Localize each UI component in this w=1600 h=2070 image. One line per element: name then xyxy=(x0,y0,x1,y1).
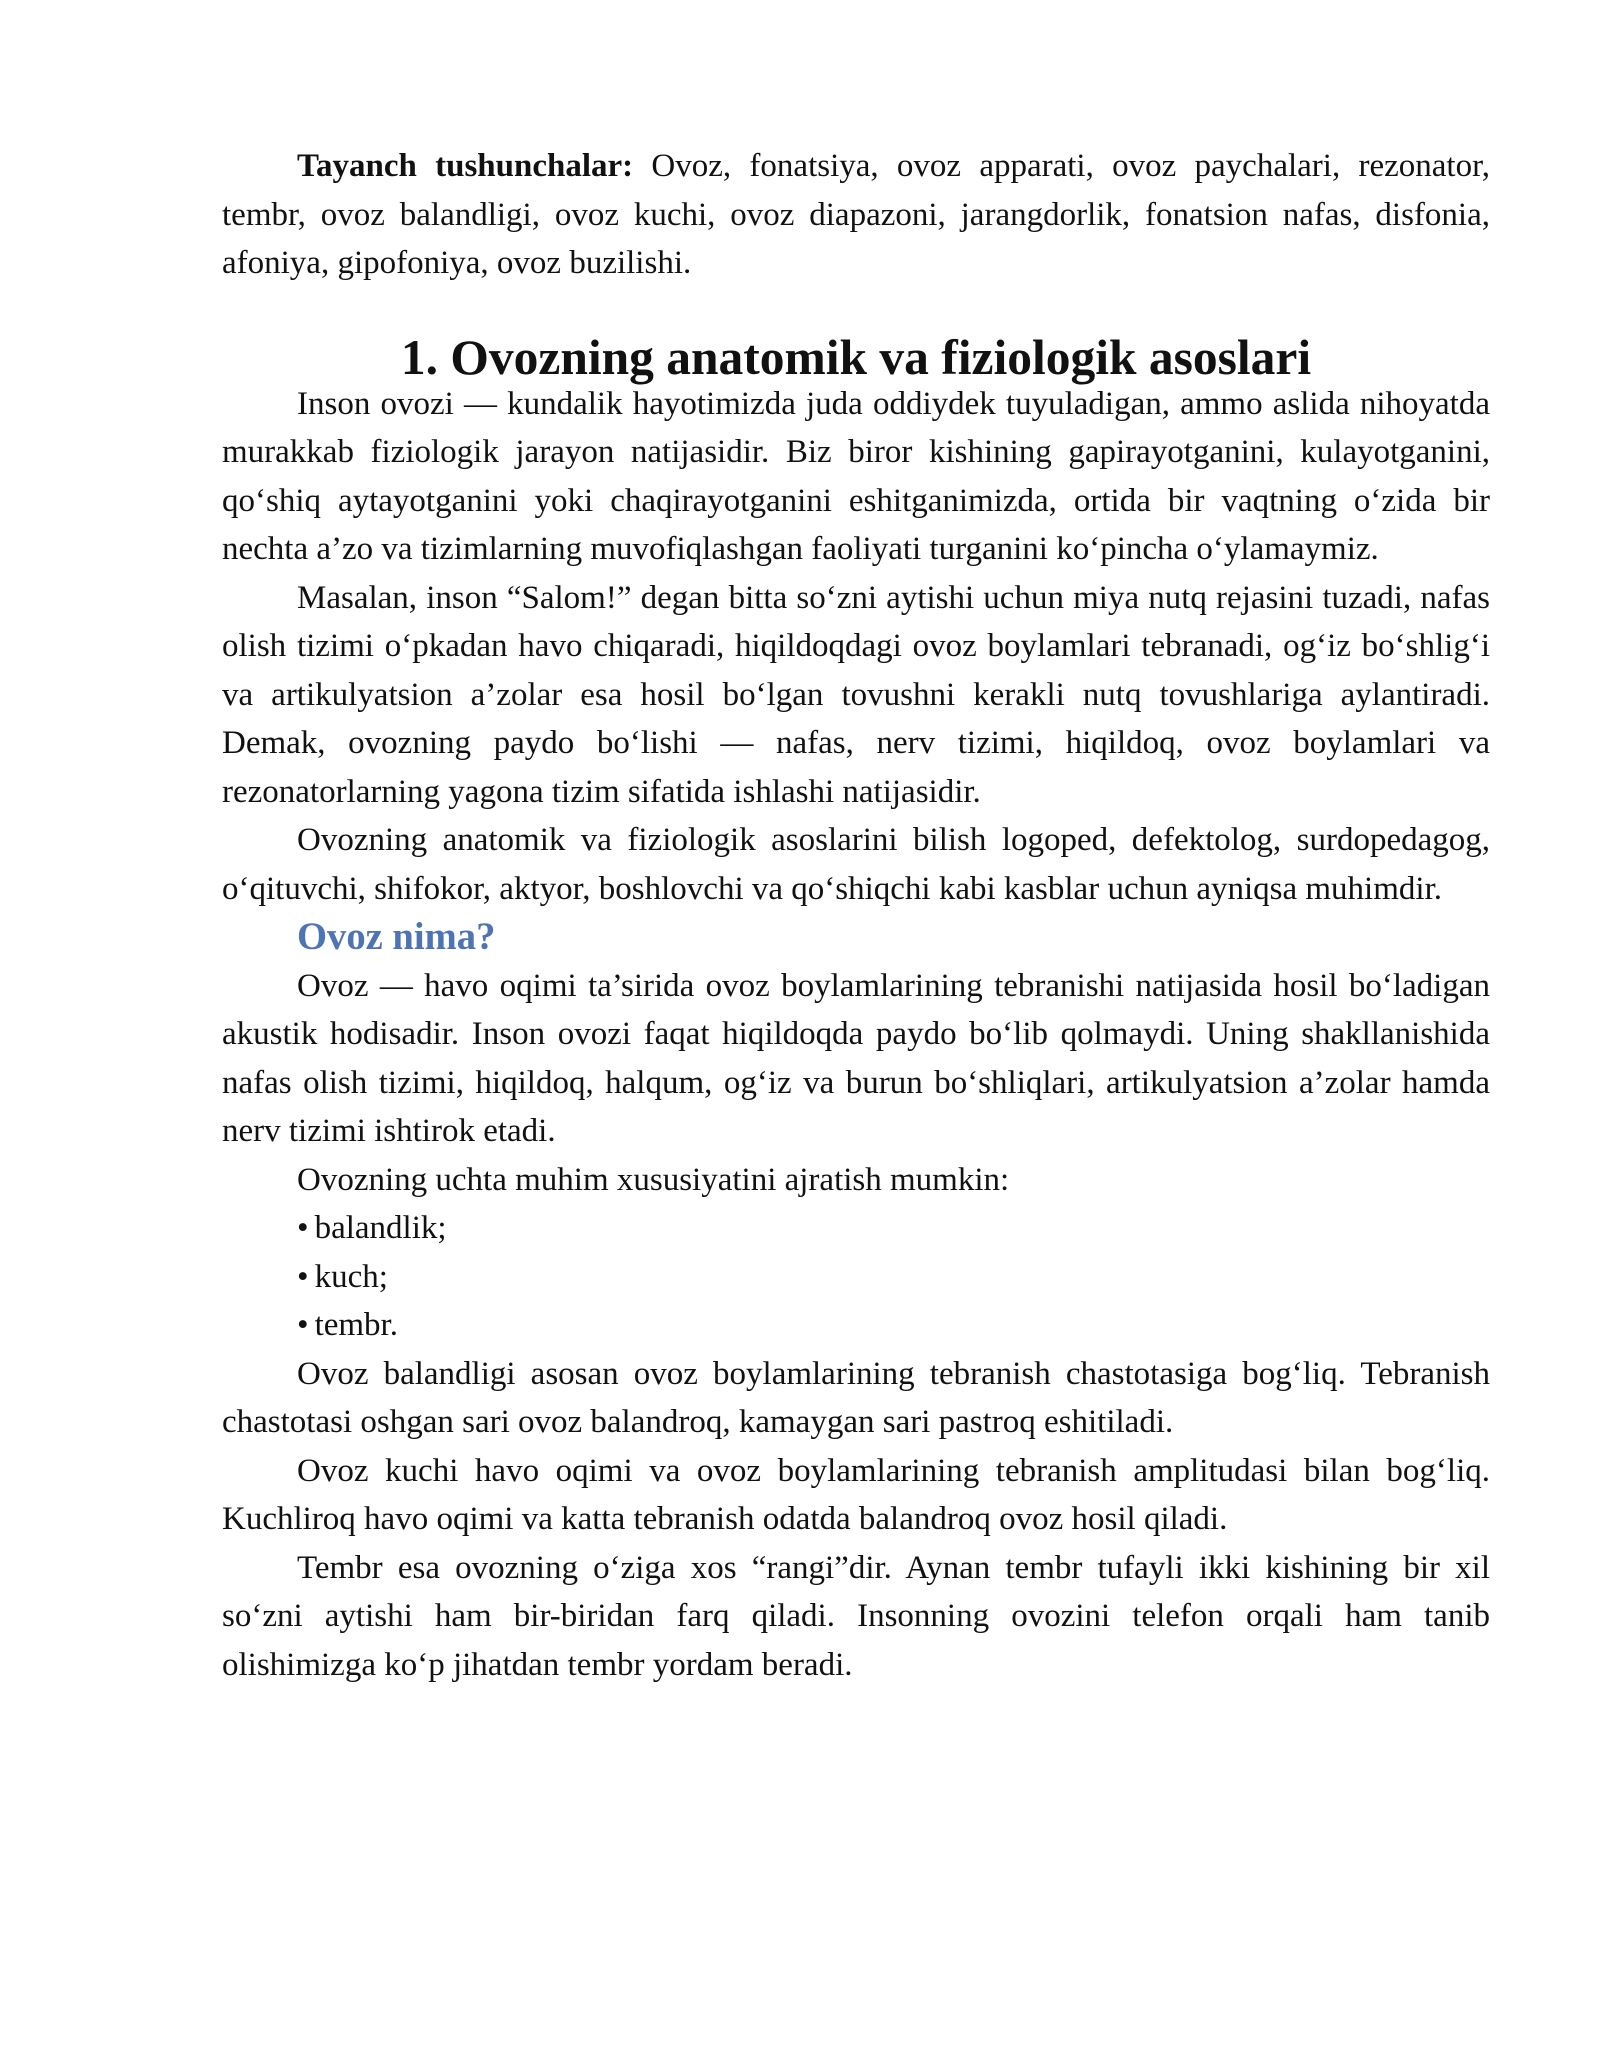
body-paragraph: Ovoz — havo oqimi ta’sirida ovoz boylamlarining tebranishi natijasida hosil boʻladigan akustik hodisadir. Inson ovozi faqat hiqildoqda paydo boʻlib qolmaydi. Uning shakllanishida nafas olish tizimi, hiqildoq, halqum, ogʻiz va burun boʻshliqlari, artikulyatsion a’zolar hamda nerv tizimi ishtirok etadi. xyxy=(222,967,1490,1149)
body-paragraph: Ovoz balandligi asosan ovoz boylamlarining tebranish chastotasiga bogʻliq. Tebranish chastotasi oshgan sari ovoz balandroq, kamaygan sari pastroq eshitiladi. xyxy=(222,1355,1490,1440)
document-page xyxy=(222,142,1490,1689)
list-intro: Ovozning uchta muhim xususiyatini ajratish mumkin: xyxy=(297,1161,1010,1198)
key-concepts-paragraph xyxy=(222,142,1490,288)
list-item-text: balandlik; xyxy=(314,1210,447,1246)
bullet-icon: • xyxy=(297,1210,309,1246)
list-item-text: tembr. xyxy=(314,1307,398,1343)
list-item xyxy=(222,1204,1490,1253)
list-item xyxy=(222,1253,1490,1302)
body-paragraph: Ovoz kuchi havo oqimi va ovoz boylamlarining tebranish amplitudasi bilan bogʻliq. Kuchliroq havo oqimi va katta tebranish odatda balandroq ovoz hosil qiladi. xyxy=(222,1452,1490,1537)
body-paragraph: Masalan, inson “Salom!” degan bitta soʻzni aytishi uchun miya nutq rejasini tuzadi, nafas olish tizimi oʻpkadan havo chiqaradi, hiqildoqdagi ovoz boylamlari tebranadi, ogʻiz boʻshligʻi va artikulyatsion a’zolar esa hosil boʻlgan tovushni kerakli nutq tovushlariga aylantiradi. Demak, ovozning paydo boʻlishi — nafas, nerv tizimi, hiqildoq, ovoz boylamlari va rezonatorlarning yagona tizim sifatida ishlashi natijasidir. xyxy=(222,579,1490,810)
list-item xyxy=(222,1301,1490,1350)
key-concepts-text: Ovoz, fonatsiya, ovoz apparati, ovoz paychalari, rezonator, tembr, ovoz balandligi, ovoz kuchi, ovoz diapazoni, jarangdorlik, fonatsion nafas, disfonia, afoniya, gipofoniya, ovoz buzilishi. xyxy=(222,148,1490,281)
bullet-icon: • xyxy=(297,1258,309,1295)
properties-list xyxy=(222,1204,1490,1350)
body-paragraph: Ovozning anatomik va fiziologik asoslarini bilish logoped, defektolog, surdopedagog, oʻqituvchi, shifokor, aktyor, boshlovchi va qoʻshiqchi kabi kasblar uchun ayniqsa muhimdir. xyxy=(222,822,1490,907)
key-concepts-label: Tayanch tushunchalar: xyxy=(297,148,634,184)
body-paragraph: Inson ovozi — kundalik hayotimizda juda oddiydek tuyuladigan, ammo aslida nihoyatda murakkab fiziologik jarayon natijasidir. Biz biror kishining gapirayotganini, kulayotganini, qoʻshiq aytayotganini yoki chaqirayotganini eshitganimizda, ortida bir vaqtning oʻzida bir nechta a’zo va tizimlarning muvofiqlashgan faoliyati turganini koʻpincha oʻylamaymiz. xyxy=(222,385,1490,567)
section-title: 1. Ovozning anatomik va fiziologik asoslari xyxy=(400,329,1312,385)
body-paragraph: Tembr esa ovozning oʻziga xos “rangi”dir. Aynan tembr tufayli ikki kishining bir xil soʻzni aytishi ham bir-biridan farq qiladi. Insonning ovozini telefon orqali ham tanib olishimizga koʻp jihatdan tembr yordam beradi. xyxy=(222,1549,1490,1683)
list-item-text: kuch; xyxy=(314,1258,388,1295)
subsection-heading: Ovoz nima? xyxy=(297,916,496,958)
bullet-icon: • xyxy=(297,1307,309,1343)
